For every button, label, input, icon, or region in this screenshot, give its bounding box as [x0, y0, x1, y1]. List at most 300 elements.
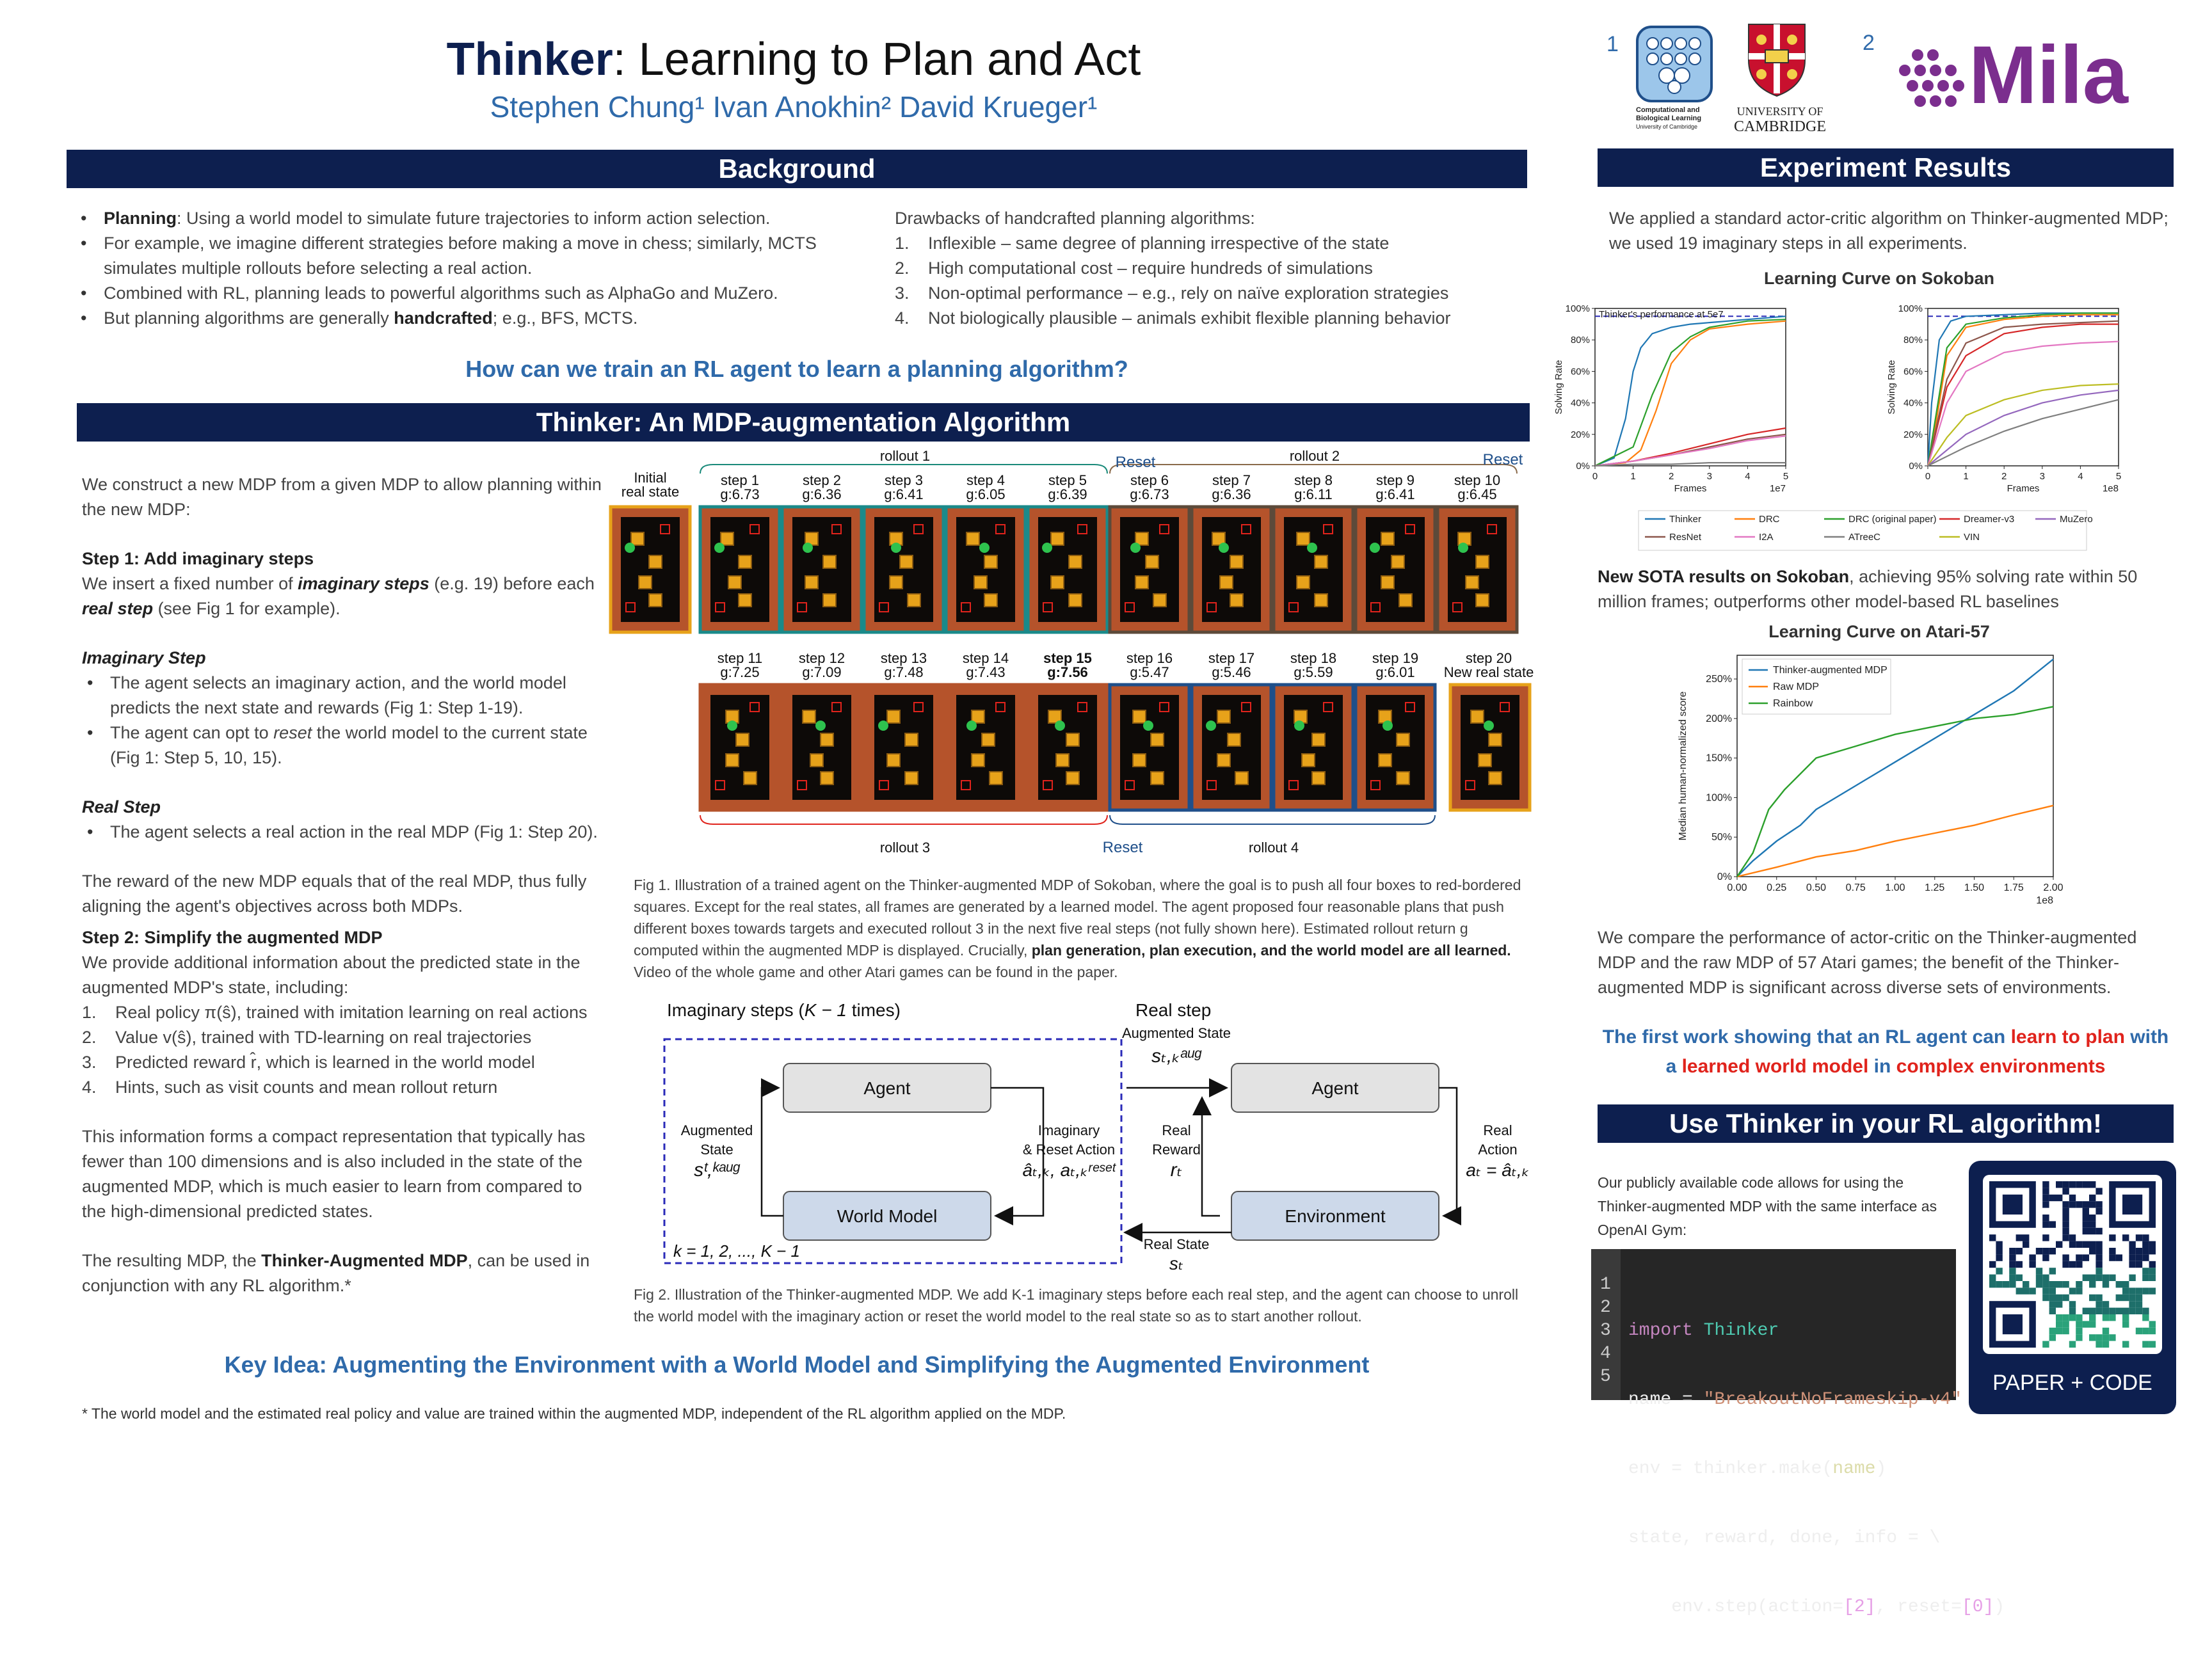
sokoban-frame — [864, 507, 943, 632]
y-axis-label: Median human-normalized score — [1678, 691, 1688, 841]
qr-module — [2089, 1228, 2096, 1234]
line-numbers — [1600, 1273, 1611, 1389]
bullet-text: : Using a world model to simulate future trajectories to inform action selection. — [177, 209, 771, 228]
sota-rest: , achieving 95% solving rate within 50 million frames; outperforms other model-based RL baselines — [1598, 567, 2138, 611]
bullet-chess: • For example, we imagine different strategies before making a move in chess; similarly, MCTS simulates multiple rollouts before selecting a real action. — [76, 231, 844, 281]
qr-module — [2049, 1221, 2056, 1227]
authors: Stephen Chung¹ Ivan Anokhin² David Krueger¹ — [490, 90, 1098, 123]
qr-module — [2069, 1261, 2076, 1268]
qr-module — [2042, 1275, 2049, 1281]
qr-module — [2089, 1321, 2096, 1327]
qr-module — [2023, 1234, 2029, 1241]
mila-logo — [1892, 45, 1969, 125]
qr-module — [2103, 1334, 2109, 1341]
box — [821, 772, 833, 785]
step-return: g:6.36 — [1212, 486, 1251, 502]
qr-module — [1989, 1275, 1996, 1281]
step-label: step 4 — [966, 472, 1005, 488]
qr-module — [2076, 1334, 2082, 1341]
qr-module — [2129, 1248, 2135, 1254]
qr-module — [2103, 1328, 2109, 1334]
qr-module — [2142, 1248, 2149, 1254]
box — [984, 594, 997, 607]
qr-module — [2069, 1301, 2076, 1307]
qr-module — [2089, 1181, 2096, 1188]
drawbacks-title: Drawbacks of handcrafted planning algorithms: — [895, 209, 1255, 228]
step-return: g:5.59 — [1294, 664, 1333, 680]
code: name = — [1628, 1390, 1704, 1410]
bullet-bold: Planning — [104, 209, 177, 228]
aug-state-label: Augmented — [680, 1122, 753, 1138]
step1-text — [82, 571, 605, 621]
qr-module — [2056, 1181, 2062, 1188]
qr-module — [2089, 1241, 2096, 1248]
box — [1228, 733, 1240, 746]
step2-text: We provide additional information about the predicted state in the augmented MDP's state, including: — [82, 953, 581, 997]
qr-module — [2136, 1248, 2142, 1254]
results-header: Experiment Results — [1598, 148, 2174, 187]
box — [1066, 733, 1079, 746]
qr-module — [2089, 1195, 2096, 1201]
qr-module — [2103, 1301, 2109, 1307]
step-label: step 18 — [1290, 650, 1337, 666]
step2-item-text: Real policy π(ŝ), trained with imitation learning on real actions — [115, 1003, 588, 1022]
qr-module — [2076, 1261, 2082, 1268]
box — [887, 710, 900, 723]
use-thinker-text: Our publicly available code allows for using the Thinker-augmented MDP with the same interface as OpenAI Gym: — [1598, 1174, 1937, 1238]
qr-module — [2129, 1295, 2135, 1301]
qr-module — [2029, 1287, 2035, 1294]
qr-module — [2096, 1275, 2102, 1281]
real-state-symbol: sₜ — [1169, 1254, 1184, 1273]
qr-module — [2042, 1248, 2049, 1254]
qr-module — [2076, 1321, 2082, 1327]
imaginary-title: Imaginary steps (K − 1 times) — [667, 1000, 901, 1020]
qr-module — [2083, 1275, 2089, 1281]
cbl-line-2: Biological Learning — [1636, 115, 1702, 122]
qr-module — [2009, 1261, 2016, 1268]
qr-module — [2122, 1281, 2129, 1287]
box — [966, 532, 979, 545]
module: Thinker — [1703, 1321, 1779, 1341]
y-tick-label: 60% — [1903, 366, 1923, 378]
box — [805, 576, 818, 589]
drawback-item: 2. High computational cost – require hundreds of simulations — [895, 259, 1373, 278]
box — [1217, 710, 1230, 723]
qr-module — [2122, 1308, 2129, 1314]
sokoban-frame — [700, 507, 780, 632]
aug-state-top-label: Augmented State — [1121, 1025, 1231, 1041]
qr-module — [2096, 1188, 2102, 1194]
qr-code-icon[interactable] — [1983, 1175, 2162, 1354]
line-number: 3 — [1600, 1321, 1611, 1341]
frame-floor — [1284, 517, 1343, 622]
x-tick-label: 3 — [2039, 471, 2045, 482]
qr-module — [2136, 1295, 2142, 1301]
imaginary-steps-emph: imaginary steps — [298, 574, 429, 593]
box — [887, 754, 900, 767]
sokoban-frame — [1450, 685, 1530, 810]
step-label: step 16 — [1126, 650, 1173, 666]
drawback-text: Inflexible – same degree of planning irrespective of the state — [928, 234, 1390, 253]
box — [1315, 594, 1327, 607]
qr-module — [2096, 1254, 2102, 1261]
x-tick-label: 2.00 — [2043, 882, 2064, 893]
agent-sprite — [714, 543, 725, 553]
series-line — [1928, 390, 2119, 466]
x-tick-label: 2 — [2001, 471, 2007, 482]
bullet-planning — [76, 206, 844, 231]
qr-module — [2122, 1341, 2129, 1348]
legend-label: Rainbow — [1773, 698, 1813, 709]
sokoban-frame — [1192, 507, 1271, 632]
qr-module — [2096, 1201, 2102, 1207]
qr-module — [2049, 1281, 2056, 1287]
legend-label: I2A — [1759, 532, 1774, 543]
cbl-icon — [1639, 28, 1710, 100]
qr-module — [2129, 1301, 2135, 1307]
box — [1230, 594, 1243, 607]
box — [639, 576, 652, 589]
qr-module — [2129, 1261, 2135, 1268]
qr-module — [2109, 1234, 2115, 1241]
qr-module — [2076, 1281, 2082, 1287]
imaginary-bullet: • The agent selects an imaginary action, and the world model predicts the next state and rewards (Fig 1: Step 1-19). — [82, 671, 605, 721]
step-label: step 10 — [1454, 472, 1501, 488]
box — [1230, 555, 1243, 568]
imaginary-step-title: Imaginary Step — [82, 648, 206, 667]
qr-module — [2083, 1221, 2089, 1227]
box — [1297, 532, 1310, 545]
real-step-bullets — [82, 820, 605, 845]
box — [1471, 710, 1484, 723]
qr-module — [2149, 1248, 2156, 1254]
agent-sprite — [1219, 543, 1229, 553]
qr-module — [2089, 1314, 2096, 1321]
qr-module — [2076, 1328, 2082, 1334]
qr-module — [2103, 1281, 2109, 1287]
qr-module — [2089, 1334, 2096, 1341]
qr-module — [2149, 1275, 2156, 1281]
qr-module — [2036, 1281, 2042, 1287]
qr-module — [2056, 1301, 2062, 1307]
qr-module — [2116, 1295, 2122, 1301]
drawback-text: Not biologically plausible – animals exhibit flexible planning behavior — [928, 308, 1451, 328]
reset-emph: reset — [273, 723, 312, 742]
compact-text: This information forms a compact representation that typically has fewer than 100 dimensions and is also included in the state of the augmented MDP, which is much easier to learn from compared to the high-dimensional predicted states. — [82, 1127, 586, 1221]
box — [739, 594, 751, 607]
qr-module — [2089, 1248, 2096, 1254]
box — [821, 733, 833, 746]
use-thinker-header: Use Thinker in your RL algorithm! — [1598, 1104, 2174, 1143]
x-scale-label: 1e7 — [1769, 483, 1786, 494]
box — [905, 772, 918, 785]
frame-floor — [874, 517, 933, 622]
qr-module — [2062, 1208, 2069, 1215]
sokoban-chart — [1549, 294, 2202, 563]
qr-module — [2029, 1261, 2035, 1268]
qr-module — [2056, 1241, 2062, 1248]
results-intro: We applied a standard actor-critic algorithm on Thinker-augmented MDP; we used 19 imaginary steps in all experiments. — [1609, 209, 2168, 253]
background-header: Background — [67, 150, 1527, 188]
first-work-claim — [1591, 1023, 2180, 1081]
qr-module — [2056, 1281, 2062, 1287]
step-return: g:6.11 — [1294, 486, 1333, 502]
qr-module — [2042, 1195, 2049, 1201]
qr-module — [2103, 1308, 2109, 1314]
real-step-title: Real Step — [82, 797, 161, 817]
sokoban-chart-title: Learning Curve on Sokoban — [1763, 269, 1995, 288]
agent-sprite — [1055, 721, 1065, 731]
box — [1379, 754, 1391, 767]
qr-module — [2103, 1275, 2109, 1281]
qr-module — [1996, 1268, 2002, 1274]
qr-module — [2149, 1287, 2156, 1294]
aug-state-label-2: State — [700, 1142, 733, 1158]
real-step-emph: real step — [82, 599, 154, 618]
box — [1489, 772, 1502, 785]
agent-sprite — [1206, 721, 1216, 731]
box — [1302, 754, 1315, 767]
real-action-label: Real — [1483, 1122, 1512, 1138]
qr-module — [1996, 1248, 2002, 1254]
qr-module — [2016, 1234, 2023, 1241]
y-tick-label: 20% — [1570, 429, 1590, 440]
step-label: step 1 — [721, 472, 759, 488]
sokoban-frame — [1438, 507, 1517, 632]
step-label: step 11 — [717, 650, 763, 666]
cbl-logo — [1636, 26, 1713, 102]
line-number: 4 — [1600, 1344, 1611, 1364]
y-tick-label: 150% — [1706, 753, 1732, 764]
qr-module — [2083, 1308, 2089, 1314]
box — [1391, 555, 1404, 568]
series-line — [1595, 428, 1786, 466]
legend-label: Thinker — [1669, 514, 1702, 525]
box — [803, 710, 815, 723]
agent-sprite — [625, 543, 635, 553]
cambridge-crest — [1746, 22, 1807, 102]
box — [1066, 772, 1079, 785]
k-range: k = 1, 2, ..., K − 1 — [673, 1241, 800, 1261]
frame-floor — [1366, 517, 1425, 622]
qr-module — [2122, 1234, 2129, 1241]
step-return: g:6.73 — [1130, 486, 1169, 502]
step-label: step 15 — [1043, 650, 1092, 666]
atari-legend — [1742, 659, 1891, 714]
title-rest: : Learning to Plan and Act — [613, 34, 1141, 85]
text: We insert a fixed number of — [82, 574, 298, 593]
result-text — [82, 1248, 605, 1298]
x-tick-label: 4 — [1745, 471, 1751, 482]
qr-module — [2009, 1268, 2016, 1274]
step-20-label: step 20 — [1465, 650, 1512, 666]
legend-label: Raw MDP — [1773, 681, 1820, 692]
aug-state-symbol: sᵗ,ᵏᵃᵘᵍ — [694, 1159, 740, 1181]
step-return: g:6.73 — [720, 486, 760, 502]
drawback-item: 1. Inflexible – same degree of planning irrespective of the state — [895, 234, 1390, 253]
qr-module — [2103, 1341, 2109, 1348]
sokoban-frame — [1028, 507, 1107, 632]
thinker-mdp-emph: Thinker-Augmented MDP — [261, 1251, 468, 1270]
atari-plot — [1671, 646, 2080, 915]
qr-module — [2009, 1281, 2016, 1287]
imaginary-bullet — [82, 721, 605, 770]
qr-module — [2042, 1254, 2049, 1261]
qr-module — [2042, 1295, 2049, 1301]
qr-module — [2136, 1328, 2142, 1334]
environment-label: Environment — [1285, 1206, 1386, 1226]
x-axis-label: Frames — [2007, 483, 2040, 494]
qr-module — [2016, 1248, 2023, 1254]
code-lines — [1628, 1273, 2005, 1665]
legend-label: VIN — [1964, 532, 1980, 543]
step-return: g:6.39 — [1048, 486, 1087, 502]
qr-module — [2056, 1328, 2062, 1334]
qr-module — [2122, 1295, 2129, 1301]
y-tick-label: 80% — [1903, 335, 1923, 346]
x-tick-label: 5 — [1783, 471, 1789, 482]
qr-module — [2062, 1261, 2069, 1268]
qr-module — [2149, 1261, 2156, 1268]
step-label: step 9 — [1376, 472, 1415, 488]
string: "BreakoutNoFrameskip-v4" — [1703, 1390, 1962, 1410]
frame-floor — [956, 695, 1015, 800]
code-line-5 — [1628, 1596, 2005, 1619]
x-tick-label: 3 — [1706, 471, 1712, 482]
sokoban-frame — [1274, 507, 1353, 632]
qr-module — [2142, 1268, 2149, 1274]
step-return: g:6.05 — [966, 486, 1006, 502]
code: ) — [1875, 1459, 1887, 1479]
x-scale-label: 1e8 — [2036, 895, 2053, 906]
qr-module — [2003, 1281, 2009, 1287]
kw: import — [1628, 1321, 1704, 1341]
chart-annotation: Thinker's performance at 5e7 — [1599, 309, 1724, 320]
x-tick-label: 0.50 — [1806, 882, 1827, 893]
qr-module — [2016, 1287, 2023, 1294]
box — [1312, 733, 1325, 746]
qr-finder-core — [2122, 1195, 2142, 1215]
key-idea: Key Idea: Augmenting the Environment with a World Model and Simplifying the Augmented Environment — [224, 1351, 1370, 1378]
qr-module — [2062, 1188, 2069, 1194]
qr-module — [2042, 1221, 2049, 1227]
qr-module — [2049, 1248, 2056, 1254]
qr-module — [2062, 1314, 2069, 1321]
y-tick-label: 60% — [1570, 366, 1590, 378]
qr-card[interactable] — [1969, 1161, 2176, 1414]
step-label: step 12 — [798, 650, 846, 666]
qr-module — [2096, 1295, 2102, 1301]
bullet-text: But planning algorithms are generally — [104, 308, 394, 328]
qr-module — [2069, 1195, 2076, 1201]
reward-text: The reward of the new MDP equals that of the real MDP, thus fully aligning the agent's objectives across both MDPs. — [82, 872, 587, 916]
agent-label: Agent — [863, 1078, 911, 1098]
reset-label: Reset — [1102, 839, 1143, 856]
qr-module — [2062, 1234, 2069, 1241]
qr-module — [2042, 1281, 2049, 1287]
drawback-item: 3. Non-optimal performance – e.g., rely on naïve exploration strategies — [895, 283, 1449, 303]
real-step-title: Real step — [1135, 1000, 1212, 1020]
line-number: 2 — [1600, 1298, 1611, 1318]
rollout-3-bracket — [700, 815, 1107, 824]
qr-finder-core — [2003, 1195, 2023, 1215]
step-label: step 17 — [1208, 650, 1255, 666]
qr-module — [2096, 1341, 2102, 1348]
text: , can be used in conjunction with any RL algorithm.* — [82, 1251, 590, 1295]
agent-sprite — [891, 543, 901, 553]
frame-floor — [710, 695, 769, 800]
claim-text: a — [1665, 1056, 1682, 1077]
box — [1315, 555, 1327, 568]
initial-label: Initial — [634, 470, 667, 486]
legend-label: MuZero — [2060, 514, 2093, 525]
box — [1220, 576, 1233, 589]
qr-module — [2056, 1314, 2062, 1321]
mila-dots-icon — [1892, 45, 1969, 122]
claim-text: with — [2124, 1026, 2169, 1048]
step-return: g:6.36 — [802, 486, 842, 502]
fig1-svg — [602, 448, 1536, 857]
rollout-2-label: rollout 2 — [1289, 448, 1340, 464]
qr-module — [2129, 1254, 2135, 1261]
box — [1069, 594, 1082, 607]
y-tick-label: 20% — [1903, 429, 1923, 440]
box — [649, 555, 662, 568]
caption-text: Fig 1. Illustration of a trained agent on the Thinker-augmented MDP of Sokoban, where the goal is to push all four boxes to red-bordered squares. Except for the real states, all frames are generated by a learned model. The agent proposed four reasonable plans that push different boxes towards targets and executed rollout 3 in the next five real steps (not fully shown here). Estimated rollout return g computed within the augmented MDP is displayed. Crucially, — [634, 877, 1521, 959]
qr-module — [2129, 1308, 2135, 1314]
y-tick-label: 0% — [1576, 461, 1590, 472]
code: ) — [1994, 1597, 2005, 1617]
y-tick-label: 80% — [1570, 335, 1590, 346]
qr-module — [2142, 1314, 2149, 1321]
qr-module — [2142, 1234, 2149, 1241]
qr-module — [2096, 1241, 2102, 1248]
qr-module — [2096, 1208, 2102, 1215]
real-state-label: Real State — [1143, 1236, 1210, 1252]
drawbacks — [895, 206, 1522, 331]
figure-1-sokoban — [602, 448, 1536, 857]
code-line-4: state, reward, done, info = \ — [1628, 1528, 1941, 1548]
x-tick-label: 0.75 — [1845, 882, 1866, 893]
y-tick-label: 200% — [1706, 713, 1732, 724]
code-line-2 — [1628, 1389, 2005, 1412]
qr-module — [2076, 1201, 2082, 1207]
qr-module — [2083, 1228, 2089, 1234]
qr-module — [2042, 1181, 2049, 1188]
qr-module — [1989, 1281, 1996, 1287]
num: [0] — [1961, 1597, 1994, 1617]
plot-frame — [1595, 308, 1786, 466]
qr-module — [2122, 1314, 2129, 1321]
x-tick-label: 0 — [1592, 471, 1598, 482]
box — [982, 733, 995, 746]
qr-module — [2122, 1321, 2129, 1327]
box — [736, 733, 749, 746]
qr-module — [2069, 1181, 2076, 1188]
step-label: step 19 — [1372, 650, 1419, 666]
qr-module — [2036, 1248, 2042, 1254]
qr-module — [2062, 1321, 2069, 1327]
box — [1476, 594, 1489, 607]
qr-module — [2062, 1254, 2069, 1261]
caption-text: Video of the whole game and other Atari games can be found in the paper. — [634, 964, 1118, 980]
x-tick-label: 5 — [2115, 471, 2122, 482]
step2-list — [82, 1000, 605, 1100]
qr-module — [2089, 1215, 2096, 1221]
code: , reset= — [1875, 1597, 1962, 1617]
qr-module — [2056, 1295, 2062, 1301]
